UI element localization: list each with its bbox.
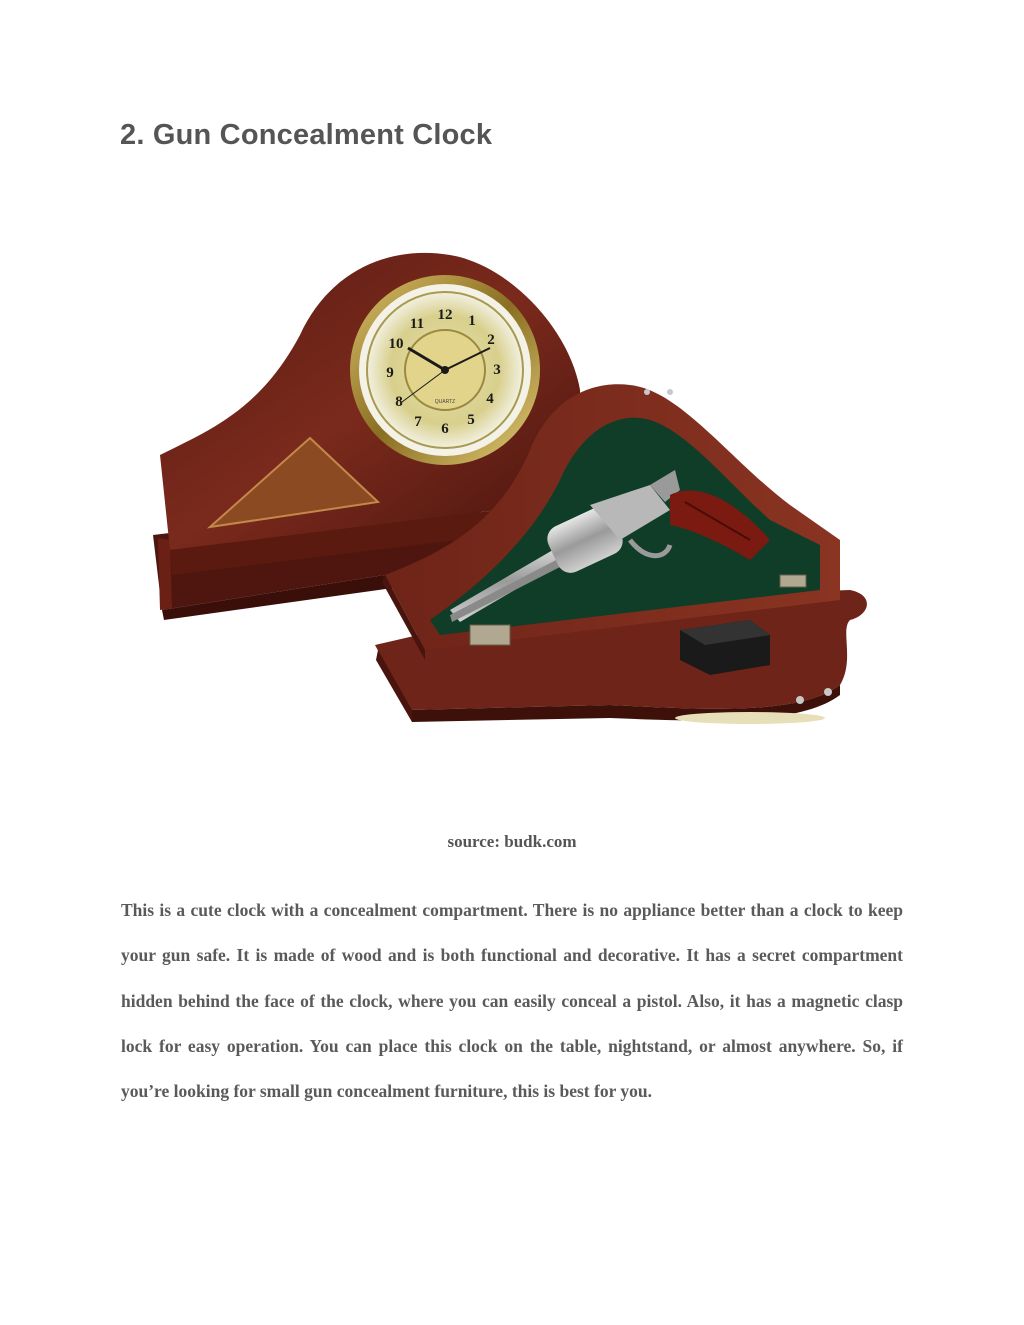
clock-face	[350, 275, 540, 465]
numeral-4: 4	[486, 391, 494, 407]
dial-brand: QUARTZ	[434, 399, 456, 405]
numeral-10: 10	[388, 336, 404, 352]
numeral-12: 12	[437, 307, 453, 323]
hinge-right	[780, 575, 806, 587]
numeral-7: 7	[414, 414, 422, 430]
numeral-2: 2	[487, 332, 495, 348]
numeral-6: 6	[441, 421, 449, 437]
page-title: 2. Gun Concealment Clock	[120, 119, 493, 151]
numeral-1: 1	[468, 313, 476, 329]
numeral-9: 9	[386, 365, 394, 381]
clock-movement	[680, 620, 770, 675]
hinge-left	[470, 625, 510, 645]
product-photo	[150, 240, 880, 750]
body-paragraph: This is a cute clock with a concealment compartment. There is no appliance better than a clock to keep your gun safe. It is made of wood and is both functional and decorative. It has a secret compartment hidden behind the face of the clock, where you can easily conceal a pistol. Also, it has a magnetic clasp lock for easy operation. You can place this clock on the table, nightstand, or almost anywhere. So, if you’re looking for small gun concealment furniture, this is best for you.	[121, 900, 903, 1102]
numeral-3: 3	[493, 362, 501, 378]
numeral-8: 8	[395, 394, 403, 410]
numeral-5: 5	[467, 412, 475, 428]
numeral-11: 11	[409, 316, 425, 332]
image-source-caption: source: budk.com	[447, 832, 577, 851]
